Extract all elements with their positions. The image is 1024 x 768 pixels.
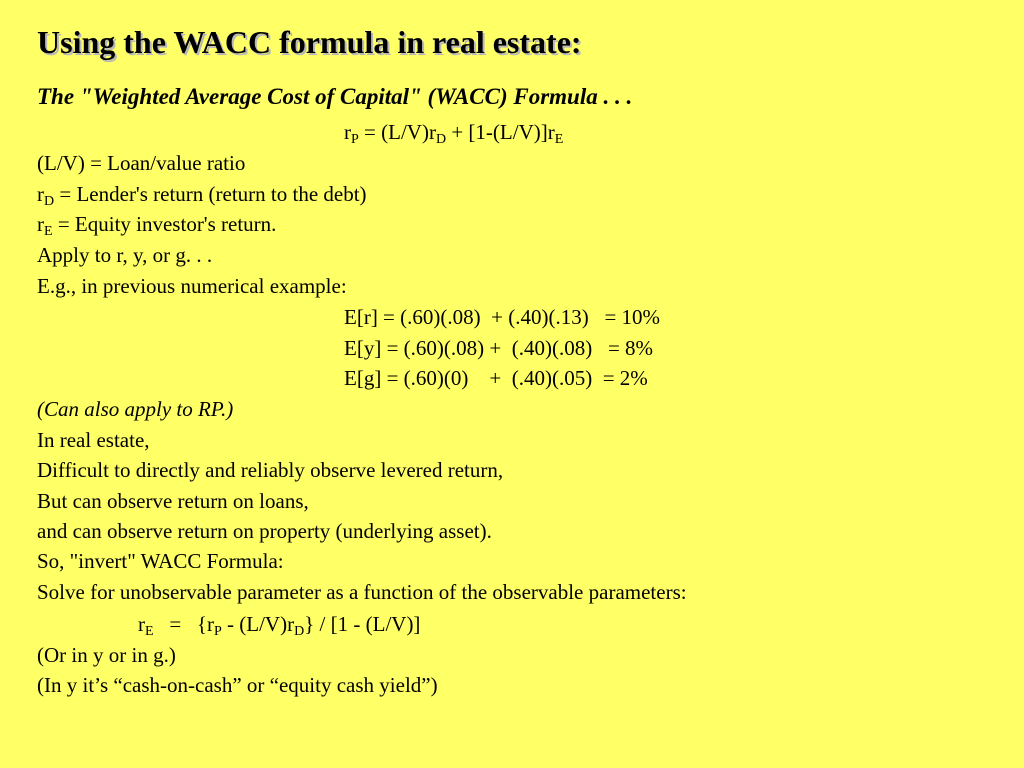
text-line: So, "invert" WACC Formula: — [37, 549, 284, 573]
formula-subscript: D — [294, 624, 305, 639]
definition-part: r — [37, 182, 44, 206]
definition-part: = Lender's return (return to the debt) — [54, 182, 367, 206]
formula-subscript: D — [435, 132, 447, 147]
definition-subscript: E — [44, 224, 53, 239]
definition-part: = Equity investor's return. — [52, 212, 277, 236]
formula-subscript: P — [351, 132, 359, 147]
equation-y: E[y] = (.60)(.08) + (.40)(.08) = 8% — [344, 336, 654, 360]
formula-part: = {r — [153, 612, 214, 636]
wacc-formula — [344, 120, 563, 152]
formula-part: = (L/V)r — [358, 120, 436, 144]
inverted-formula — [138, 612, 420, 644]
definition-part: r — [37, 212, 44, 236]
formula-part: r — [138, 612, 145, 636]
text-line: Solve for unobservable parameter as a function of the observable parameters: — [37, 580, 687, 604]
text-line: and can observe return on property (underlying asset). — [37, 519, 492, 543]
slide-subtitle: The "Weighted Average Cost of Capital" (WACC) Formula . . . — [37, 84, 633, 109]
text-line: (In y it’s “cash-on-cash” or “equity cash yield”) — [37, 673, 438, 697]
formula-part: r — [344, 120, 351, 144]
apply-line: Apply to r, y, or g. . . — [37, 243, 213, 267]
slide-title: Using the WACC formula in real estate: — [37, 24, 582, 60]
formula-part: + [1-(L/V)]r — [446, 120, 555, 144]
text-line: But can observe return on loans, — [37, 489, 309, 513]
definition-re — [37, 212, 276, 244]
formula-subscript: E — [554, 132, 564, 147]
formula-subscript: P — [213, 624, 222, 639]
formula-part: - (L/V)r — [221, 612, 295, 636]
example-intro: E.g., in previous numerical example: — [37, 274, 347, 298]
text-line: In real estate, — [37, 428, 150, 452]
definition-subscript: D — [44, 194, 55, 209]
equation-g: E[g] = (.60)(0) + (.40)(.05) = 2% — [344, 366, 648, 390]
formula-subscript: E — [145, 624, 154, 639]
text-line: (Or in y or in g.) — [37, 643, 176, 667]
equation-r: E[r] = (.60)(.08) + (.40)(.13) = 10% — [344, 305, 661, 329]
text-line: Difficult to directly and reliably observe levered return, — [37, 458, 504, 482]
formula-part: } / [1 - (L/V)] — [304, 612, 421, 636]
definition-lv: (L/V) = Loan/value ratio — [37, 151, 246, 175]
definition-rd — [37, 182, 367, 214]
rp-note: (Can also apply to RP.) — [37, 397, 234, 421]
